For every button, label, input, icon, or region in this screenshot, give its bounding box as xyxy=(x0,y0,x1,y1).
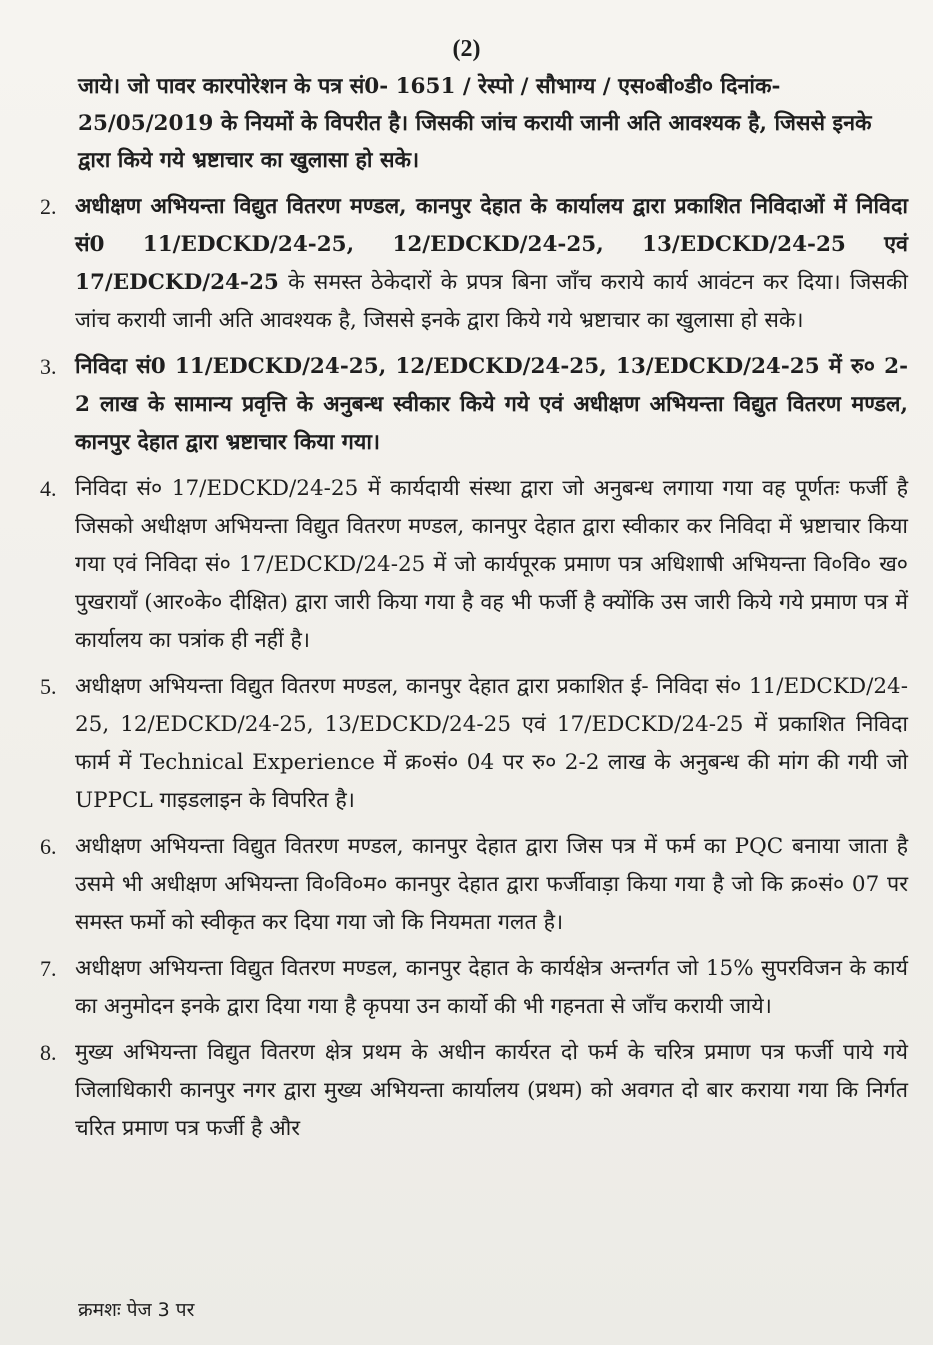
item-number: 8. xyxy=(40,1040,57,1065)
item-text-normal: के समस्त ठेकेदारों के प्रपत्र बिना जाँच कराये कार्य आवंटन कर दिया। जिसकी जांच करायी जानी अति आवश्यक है, जिससे इनके द्वारा किये गये भ्रष्टाचार का खुलासा हो सके। xyxy=(75,270,908,333)
item-number: 7. xyxy=(40,956,57,981)
list-item-6 xyxy=(0,828,908,942)
item-text-normal: अधीक्षण अभियन्ता विद्युत वितरण मण्डल, कानपुर देहात द्वारा प्रकाशित ई- निविदा सं० 11/EDCKD/24-25, 12/EDCKD/24-25, 13/EDCKD/24-25 एवं 17/EDCKD/24-25 में प्रकाशित निविदा फार्म में Technical Experience में क्र०सं० 04 पर रु० 2-2 लाख के अनुबन्ध की मांग की गयी जो UPPCL गाइडलाइन के विपरित है। xyxy=(75,674,908,813)
page-number: (2) xyxy=(452,36,481,62)
item-text-normal: अधीक्षण अभियन्ता विद्युत वितरण मण्डल, कानपुर देहात द्वारा जिस पत्र में फर्म का PQC बनाया जाता है उसमे भी अधीक्षण अभियन्ता वि०वि०म० कानपुर देहात द्वारा फर्जीवाड़ा किया गया है जो कि क्र०सं० 07 पर समस्त फर्मो को स्वीकृत कर दिया गया जो कि नियमता गलत है। xyxy=(75,834,908,935)
list-item-2 xyxy=(0,188,908,340)
lead-paragraph: जाये। जो पावर कारपोरेशन के पत्र सं0- 1651 / रेस्पो / सौभाग्य / एस०बी०डी० दिनांक- 25/05/2019 के नियमों के विपरीत है। जिसकी जांच करायी जानी अति आवश्यक है, जिससे इनके द्वारा किये गये भ्रष्टाचार का खुलासा हो सके। xyxy=(78,74,872,173)
list-item-7 xyxy=(0,950,908,1026)
item-text-normal: मुख्य अभियन्ता विद्युत वितरण क्षेत्र प्रथम के अधीन कार्यरत दो फर्म के चरित्र प्रमाण पत्र फर्जी पाये गये जिलाधिकारी कानपुर नगर द्वारा मुख्य अभियन्ता कार्यालय (प्रथम) को अवगत दो बार कराया गया कि निर्गत चरित प्रमाण पत्र फर्जी है और xyxy=(75,1040,908,1141)
item-text xyxy=(75,668,908,820)
item-number: 4. xyxy=(40,476,57,501)
list-item-8 xyxy=(0,1034,908,1148)
item-number: 2. xyxy=(40,194,57,219)
list-item-3 xyxy=(0,348,908,462)
item-number: 6. xyxy=(40,834,57,859)
numbered-list xyxy=(0,188,933,1156)
item-text xyxy=(75,348,908,462)
item-text-normal: अधीक्षण अभियन्ता विद्युत वितरण मण्डल, कानपुर देहात के कार्यक्षेत्र अन्तर्गत जो 15% सुपरविजन के कार्य का अनुमोदन इनके द्वारा दिया गया है कृपया उन कार्यो की भी गहनता से जाँच करायी जाये। xyxy=(75,956,908,1019)
item-text xyxy=(75,950,908,1026)
item-text xyxy=(75,470,908,660)
item-number: 5. xyxy=(40,674,57,699)
item-text-bold: अधीक्षण अभियन्ता विद्युत वितरण मण्डल, कानपुर देहात के कार्यालय द्वारा प्रकाशित निविदाओं में निविदा सं0 11/EDCKD/24-25, 12/EDCKD/24-25, 13/EDCKD/24-25 एवं 17/EDCKD/24-25 xyxy=(75,194,908,295)
list-item-4 xyxy=(0,470,908,660)
item-text xyxy=(75,1034,908,1148)
list-item-5 xyxy=(0,668,908,820)
continuation-note: क्रमशः पेज 3 पर xyxy=(78,1299,195,1321)
item-text xyxy=(75,188,908,340)
item-text-bold: निविदा सं0 11/EDCKD/24-25, 12/EDCKD/24-25, 13/EDCKD/24-25 में रु० 2-2 लाख के सामान्य प्रवृत्ति के अनुबन्ध स्वीकार किये गये एवं अधीक्षण अभियन्ता विद्युत वितरण मण्डल, कानपुर देहात द्वारा भ्रष्टाचार किया गया। xyxy=(75,354,908,455)
item-text-normal: निविदा सं० 17/EDCKD/24-25 में कार्यदायी संस्था द्वारा जो अनुबन्ध लगाया गया वह पूर्णतः फर्जी है जिसको अधीक्षण अभियन्ता विद्युत वितरण मण्डल, कानपुर देहात द्वारा स्वीकार कर निविदा में भ्रष्टाचार किया गया एवं निविदा सं० 17/EDCKD/24-25 में जो कार्यपूरक प्रमाण पत्र अधिशाषी अभियन्ता वि०वि० ख० पुखरायाँ (आर०के० दीक्षित) द्वारा जारी किया गया है वह भी फर्जी है क्योंकि उस जारी किये गये प्रमाण पत्र में कार्यालय का पत्रांक ही नहीं है। xyxy=(75,476,908,653)
item-text xyxy=(75,828,908,942)
item-number: 3. xyxy=(40,354,57,379)
